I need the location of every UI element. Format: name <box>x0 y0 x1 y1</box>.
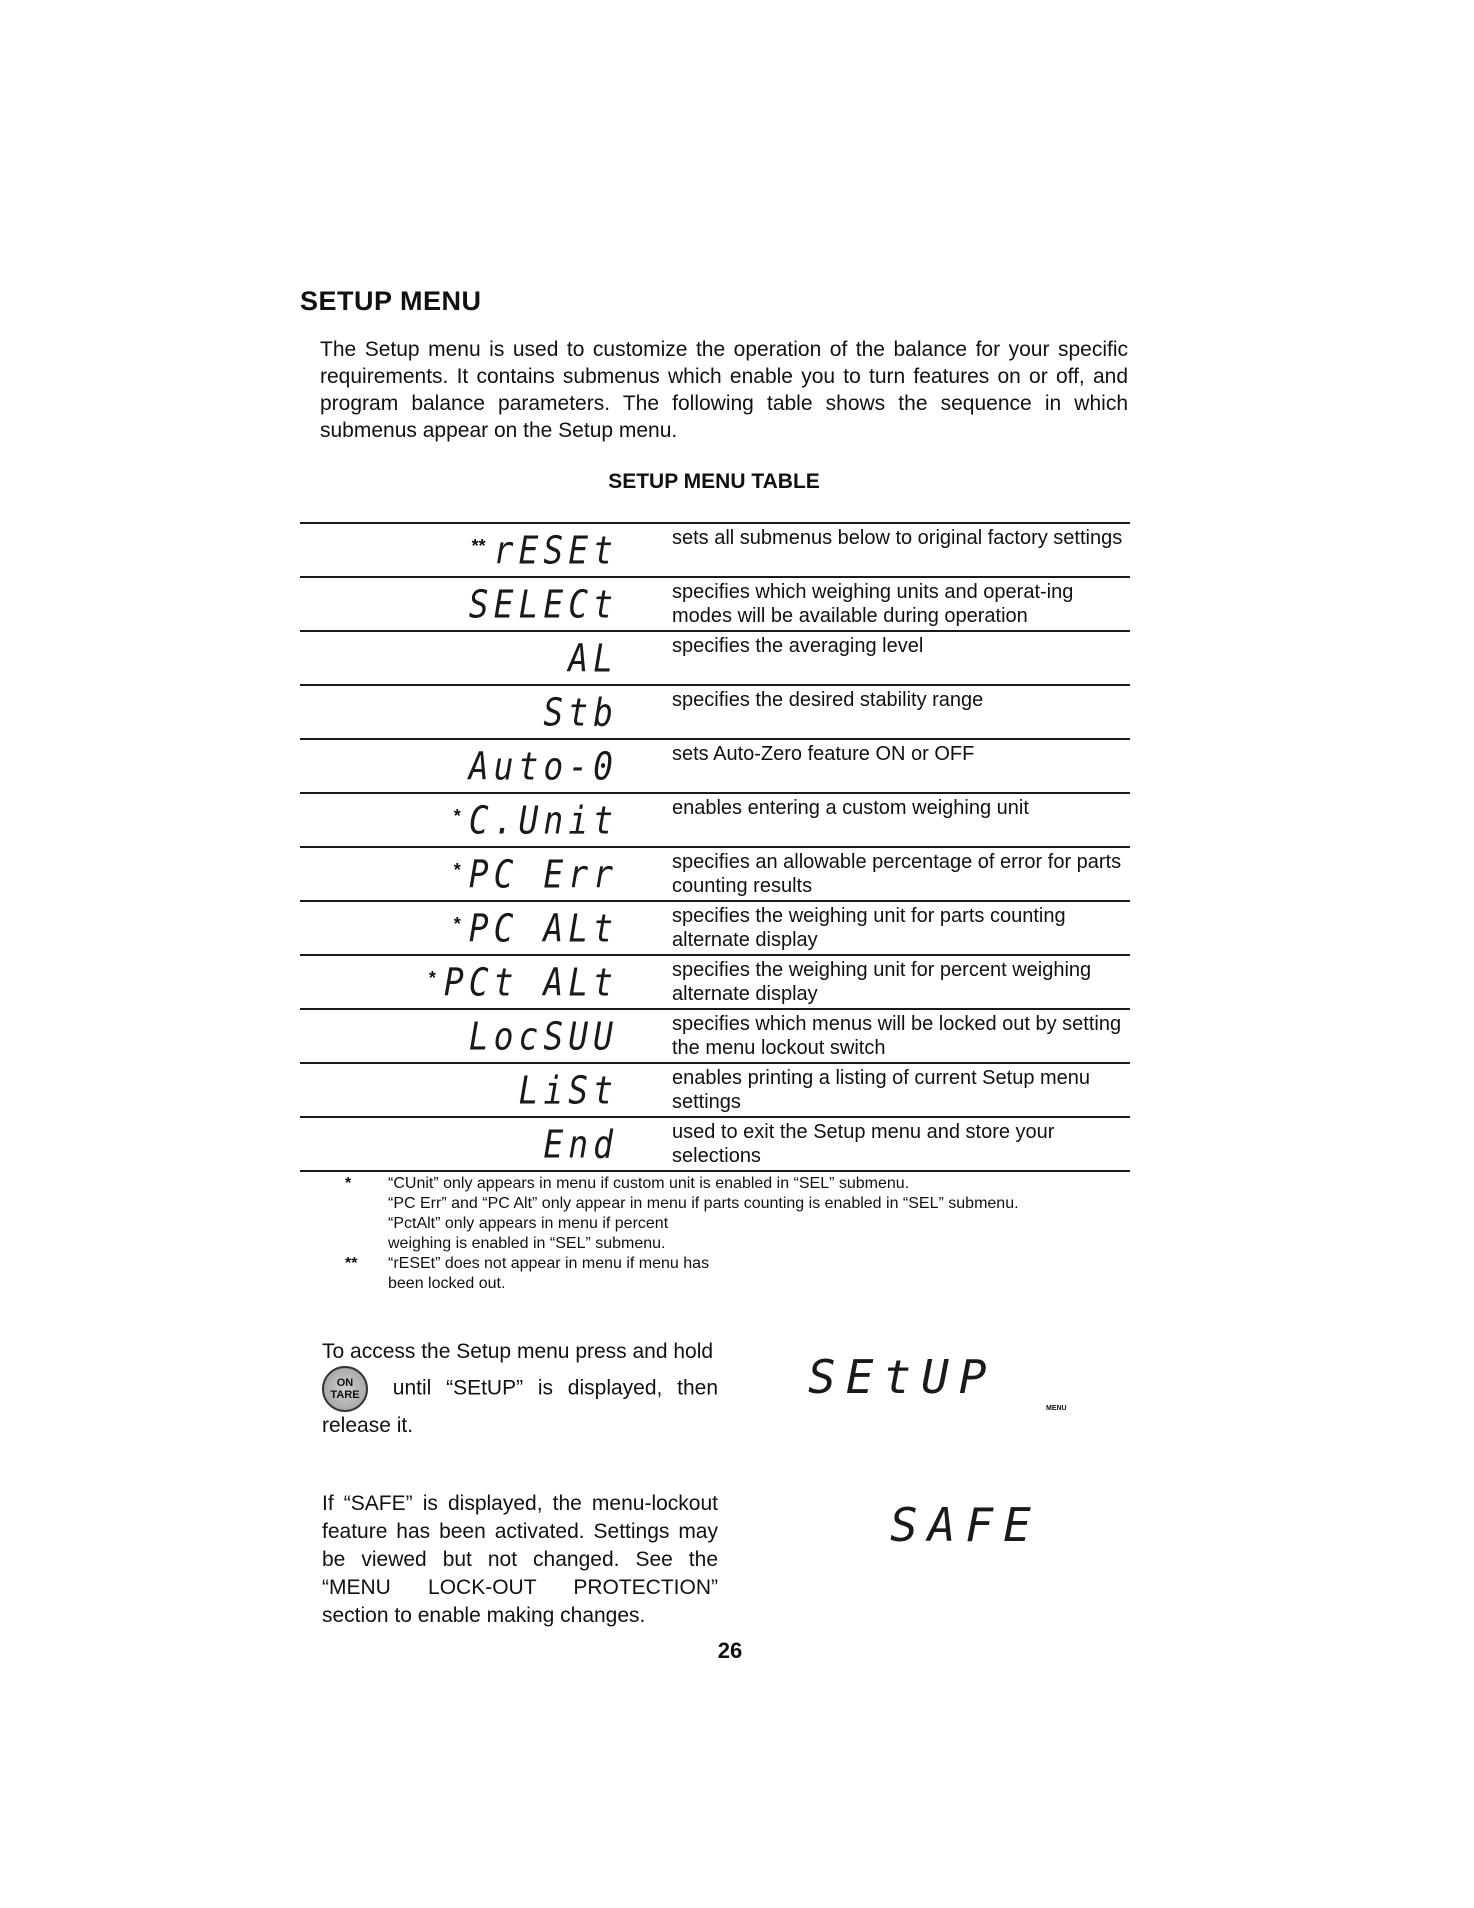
row-marker: * <box>453 806 461 826</box>
table-row <box>300 954 1130 1008</box>
row-description: used to exit the Setup menu and store your selections <box>672 1121 1055 1167</box>
row-description: specifies the weighing unit for percent weighing alternate display <box>672 959 1092 1005</box>
intro-paragraph: The Setup menu is used to customize the operation of the balance for your specific requirements. It contains submenus which enable you to turn features on or off, and program balance parameters. The following table shows the sequence in which submenus appear on the Setup menu. <box>320 338 1128 442</box>
section-title: SETUP MENU <box>300 286 482 316</box>
table-row <box>300 792 1130 846</box>
table-row <box>300 900 1130 954</box>
lcd-text: Stb <box>543 689 618 735</box>
table-row <box>300 846 1130 900</box>
instruction-text: To access the Setup menu press and hold <box>322 1340 714 1363</box>
lcd-text: End <box>543 1121 618 1167</box>
row-description: specifies which weighing units and operat-ing modes will be available during operation <box>672 581 1074 627</box>
row-marker: * <box>453 914 461 934</box>
lcd-text: rESEt <box>493 527 618 573</box>
footnote-text: “PctAlt” only appears in menu if percent weighing is enabled in “SEL” submenu. <box>388 1215 669 1252</box>
table-row <box>300 684 1130 738</box>
footnote-text: “PC Err” and “PC Alt” only appear in menu if parts counting is enabled in “SEL” submenu. <box>388 1195 1019 1212</box>
table-row <box>300 1008 1130 1062</box>
lcd-cell <box>300 524 630 576</box>
table-title: SETUP MENU TABLE <box>608 470 820 493</box>
table-row <box>300 738 1130 792</box>
footnote-text: “rESEt” does not appear in menu if menu has been locked out. <box>388 1255 710 1292</box>
lcd-cell <box>300 794 630 846</box>
lockout-instructions: If “SAFE” is displayed, the menu-lockout feature has been activated. Settings may be viewed but not changed. See the “MENU LOCK-OUT PROTECTION” section to enable making changes. <box>322 1492 718 1627</box>
access-instructions <box>322 1338 718 1440</box>
row-marker: ** <box>471 536 486 556</box>
row-description: specifies the desired stability range <box>672 689 984 711</box>
row-description: specifies an allowable percentage of error for parts counting results <box>672 851 1122 897</box>
key-label: TARE <box>330 1389 360 1401</box>
footnote-single <box>345 1174 1135 1254</box>
footnote-mark: * <box>345 1175 352 1192</box>
lcd-cell <box>300 1064 630 1116</box>
table-row <box>300 576 1130 630</box>
instruction-text: until “SEtUP” is displayed, then release it. <box>322 1376 718 1437</box>
lcd-text: LiSt <box>518 1067 618 1113</box>
lcd-cell <box>300 740 630 792</box>
footnote-text: “CUnit” only appears in menu if custom unit is enabled in “SEL” submenu. <box>388 1175 910 1192</box>
row-description: specifies the weighing unit for parts counting alternate display <box>672 905 1066 951</box>
setup-menu-table <box>300 522 1130 1172</box>
key-label: ON <box>336 1377 354 1389</box>
row-description: enables entering a custom weighing unit <box>672 797 1029 819</box>
table-row <box>300 522 1130 576</box>
table-row <box>300 1116 1130 1172</box>
lcd-cell <box>300 848 630 900</box>
lcd-text: AL <box>568 635 618 681</box>
safe-display: SAFE <box>890 1498 1041 1552</box>
row-description: sets Auto-Zero feature ON or OFF <box>672 743 975 765</box>
lcd-text: PC ALt <box>468 905 618 951</box>
footnote-double <box>345 1254 1135 1294</box>
lcd-cell <box>300 578 630 630</box>
row-description: specifies which menus will be locked out by setting the menu lockout switch <box>672 1013 1122 1059</box>
lcd-text: SELECt <box>468 581 618 627</box>
table-footnotes <box>345 1174 1135 1294</box>
lcd-text: LocSUU <box>468 1013 618 1059</box>
page-number: 26 <box>717 1638 743 1663</box>
on-tare-key-icon <box>322 1366 368 1412</box>
lcd-cell <box>300 632 630 684</box>
lcd-cell <box>300 1118 630 1170</box>
row-description: enables printing a listing of current Setup menu settings <box>672 1067 1091 1113</box>
lcd-text: PCt ALt <box>443 959 618 1005</box>
lcd-cell <box>300 686 630 738</box>
lcd-text: PC Err <box>468 851 618 897</box>
lcd-cell <box>300 1010 630 1062</box>
lcd-text: Auto-0 <box>468 743 618 789</box>
row-marker: * <box>428 968 436 988</box>
table-row <box>300 1062 1130 1116</box>
menu-indicator: MENU <box>1046 1405 1067 1412</box>
row-description: specifies the averaging level <box>672 635 924 657</box>
lcd-text: C.Unit <box>468 797 618 843</box>
footnote-mark: ** <box>345 1255 358 1272</box>
row-description: sets all submenus below to original factory settings <box>672 527 1123 549</box>
setup-display: SEtUP <box>808 1350 997 1404</box>
lcd-cell <box>300 902 630 954</box>
lcd-cell <box>300 956 630 1008</box>
table-row <box>300 630 1130 684</box>
row-marker: * <box>453 860 461 880</box>
